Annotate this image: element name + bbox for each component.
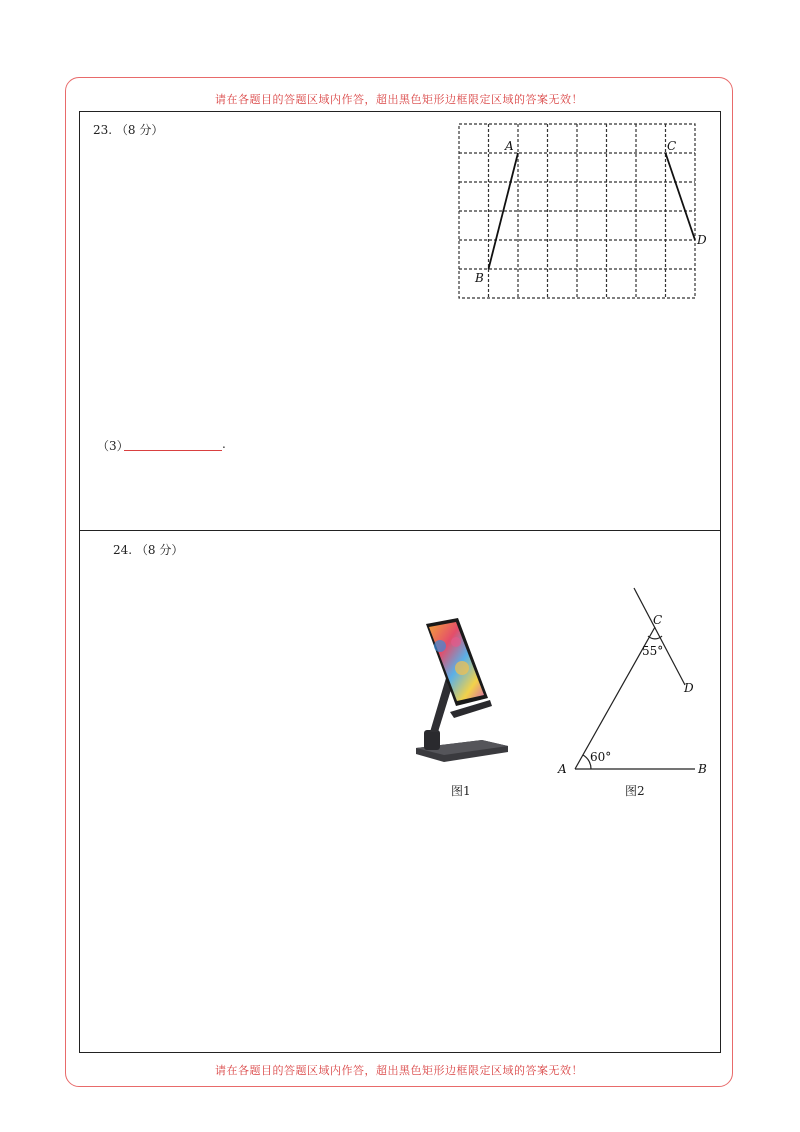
- question-divider: [79, 530, 721, 531]
- geometry-figure-2: [575, 588, 695, 769]
- segment-CD: [666, 153, 696, 240]
- segment-AB: [489, 153, 519, 269]
- fig2-point-A-label: A: [558, 762, 567, 776]
- answer-period: .: [222, 437, 226, 451]
- line-CD: [634, 588, 685, 685]
- point-C-label: C: [667, 139, 677, 153]
- warning-top: 请在各题目的答题区域内作答，超出黑色矩形边框限定区域的答案无效！: [215, 93, 583, 106]
- figure-2-caption: 图2: [625, 784, 645, 798]
- question-23-label: 23. （8 分）: [93, 123, 164, 137]
- angle-C-value: 55°: [642, 644, 664, 658]
- fig2-point-B-label: B: [698, 762, 707, 776]
- question-24-label: 24. （8 分）: [113, 543, 184, 557]
- sub-question-3-label: （3）: [97, 439, 129, 453]
- angle-A-value: 60°: [590, 750, 612, 764]
- warning-bottom: 请在各题目的答题区域内作答，超出黑色矩形边框限定区域的答案无效！: [215, 1064, 583, 1077]
- point-A-label: A: [505, 139, 514, 153]
- answer-blank-line[interactable]: [124, 450, 222, 451]
- phone-stand-image: [416, 618, 508, 762]
- figures-24: [410, 580, 720, 780]
- point-B-label: B: [475, 271, 484, 285]
- square-grid-figure: [455, 120, 707, 302]
- fig2-point-D-label: D: [684, 681, 694, 695]
- fig2-point-C-label: C: [653, 613, 663, 627]
- point-D-label: D: [697, 233, 707, 247]
- figure-1-caption: 图1: [451, 784, 471, 798]
